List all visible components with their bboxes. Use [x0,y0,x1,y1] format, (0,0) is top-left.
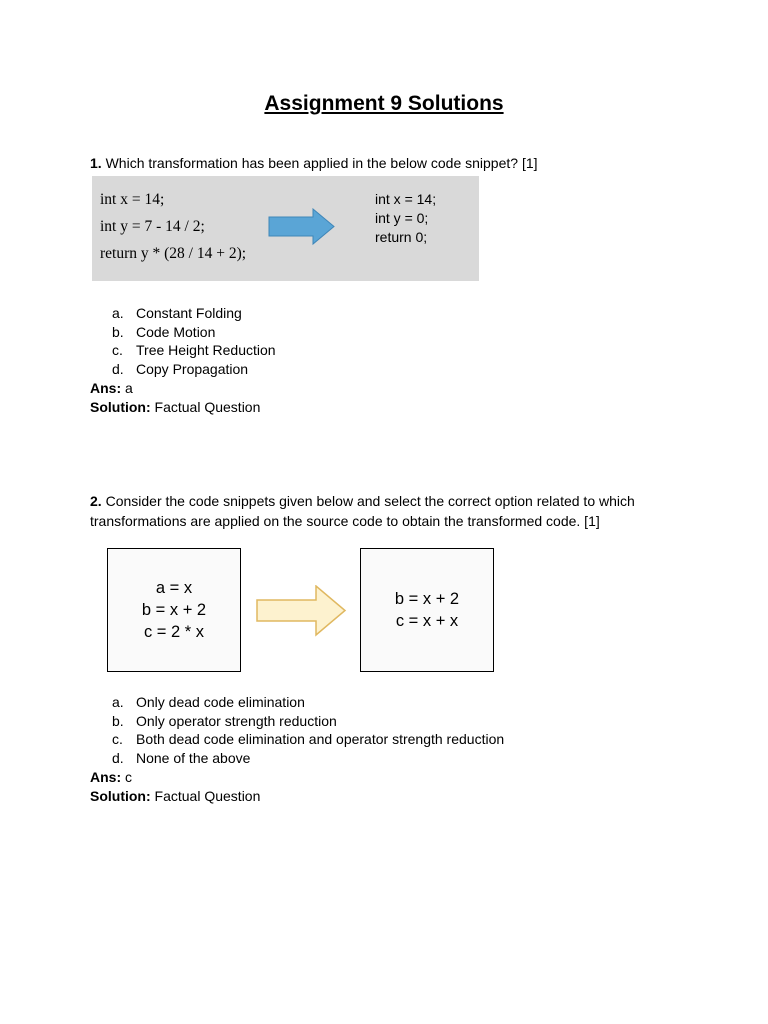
question-2-options [112,693,504,768]
question-1-prompt [90,153,650,173]
option-text: Constant Folding [136,305,242,321]
option-letter: b. [112,323,124,340]
option-letter: b. [112,712,124,729]
solution-label: Solution: [90,788,151,804]
answer-line [90,768,132,787]
option-text: Code Motion [136,323,216,340]
code-line: return 0; [375,229,428,245]
transformed-code [375,190,436,247]
solution-value: Factual Question [154,399,261,415]
option-item [112,730,504,749]
option-letter: a. [112,305,124,321]
code-line: c = x + x [395,612,459,630]
question-text: Which transformation has been applied in the below code snippet? [1] [105,155,538,171]
code-line: int x = 14; [375,191,437,207]
code-line: int y = 0; [375,210,429,226]
code-line: int x = 14; [100,191,165,208]
original-code-box [107,548,241,672]
question-text: Consider the code snippets given below and select the correct option related to which transformations are applied on the source code to obtain the transformed code. [1] [90,493,635,529]
question-number: 2. [90,493,102,509]
code-line: b = x + 2 [394,590,460,608]
option-letter: d. [112,361,124,378]
option-letter: c. [112,731,123,748]
question-number: 1. [90,155,102,171]
answer-line [90,379,133,398]
solution-value: Factual Question [154,788,261,804]
answer-label: Ans: [90,769,122,785]
solution-line [90,787,260,806]
question-2-prompt [90,491,650,531]
option-letter: a. [112,694,124,710]
option-item [112,712,504,731]
page-title: Assignment 9 Solutions [264,92,504,115]
solution-label: Solution: [90,399,151,415]
question-1-code-figure [92,176,479,281]
option-text: Both dead code elimination and operator strength reduction [136,731,505,748]
code-line: b = x + 2 [141,601,207,619]
code-line: int y = 7 - 14 / 2; [100,218,205,235]
option-item [112,323,276,342]
solution-line [90,398,260,417]
option-item [112,360,276,379]
option-text: Only operator strength reduction [136,712,337,729]
code-line: return y * (28 / 14 + 2); [100,245,247,262]
answer-value: a [125,380,133,396]
code-line: c = 2 * x [143,623,205,641]
code-line: a = x [155,579,193,597]
option-item [112,341,276,360]
answer-value: c [125,769,133,785]
arrow-right-icon [256,585,348,637]
option-letter: c. [112,342,123,359]
question-1-options [112,304,276,379]
option-text: None of the above [136,750,251,767]
answer-label: Ans: [90,380,122,396]
option-text: Tree Height Reduction [136,342,276,359]
transformed-code-box [360,548,494,672]
option-letter: d. [112,750,124,767]
option-item [112,749,504,768]
option-text: Only dead code elimination [136,694,305,710]
original-code [100,186,246,267]
option-item [112,304,276,323]
option-item [112,693,504,712]
option-text: Copy Propagation [136,361,249,378]
